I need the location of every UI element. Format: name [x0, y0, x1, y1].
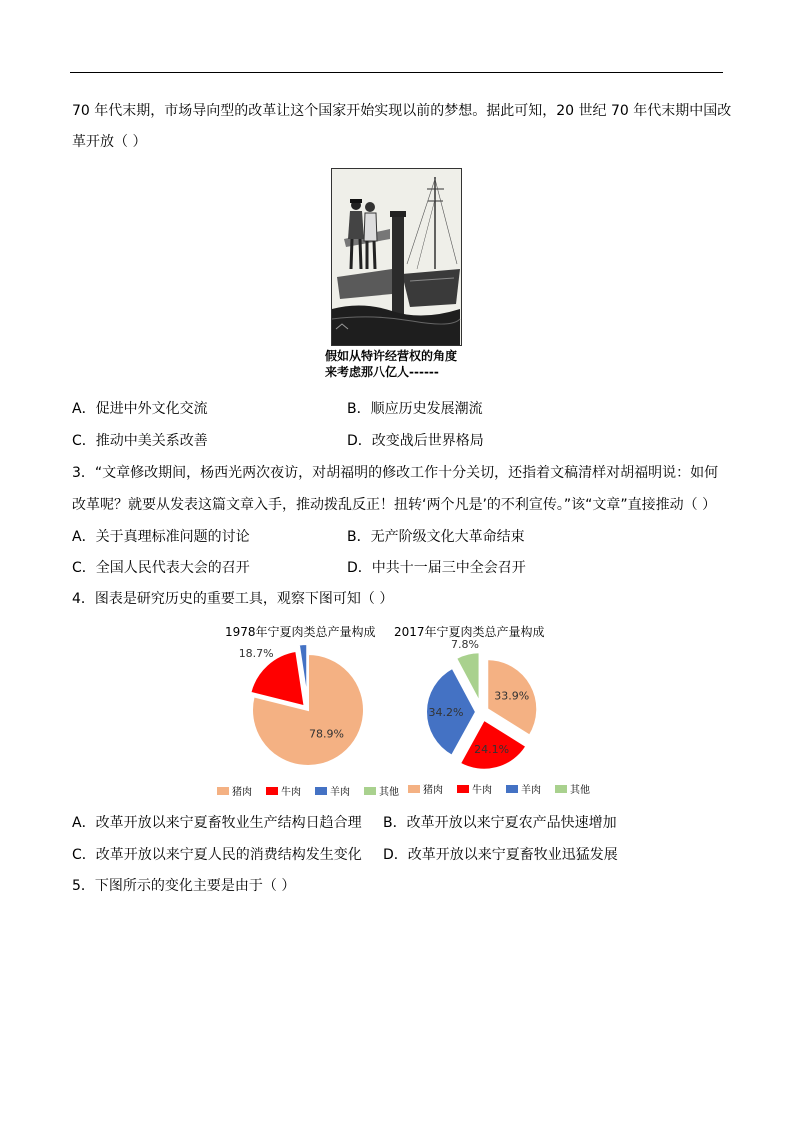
legend-label: 羊肉	[330, 787, 350, 798]
pie-label-beef: 24.1%	[474, 742, 510, 756]
q3-stem-line2: 改革呢？就要从发表这篇文章入手，推动拨乱反正！扭转‘两个凡是’的不利宣传。”该“文章”直接推动（ ）	[72, 497, 717, 513]
q3-stem-line1: 3．“文章修改期间，杨西光两次夜访，对胡福明的修改工作十分关切，还指着文稿清样对胡福明说：如何	[72, 465, 719, 481]
chart-2017-title: 2017年宁夏肉类总产量构成	[394, 625, 545, 639]
q3-option-c[interactable]: C．全国人民代表大会的召开	[72, 560, 250, 576]
legend-label: 羊肉	[521, 785, 541, 796]
q4-option-a[interactable]: A．改革开放以来宁夏畜牧业生产结构日趋合理	[72, 815, 362, 831]
legend-item-beef	[266, 783, 301, 798]
q4-option-c[interactable]: C．改革开放以来宁夏人民的消费结构发生变化	[72, 847, 362, 863]
q2-option-b[interactable]: B．顺应历史发展潮流	[347, 401, 483, 417]
q2-option-d[interactable]: D．改变战后世界格局	[347, 433, 484, 449]
q5-stem: 5．下图所示的变化主要是由于（ ）	[72, 878, 296, 894]
pie-label-pork: 78.9%	[308, 727, 344, 741]
cartoon-caption-line1: 假如从特许经营权的角度	[325, 349, 458, 363]
legend-swatch-pork	[408, 785, 420, 793]
legend-label: 其他	[379, 787, 399, 798]
legend-swatch-beef	[457, 785, 469, 793]
q3-option-a[interactable]: A．关于真理标准问题的讨论	[72, 529, 250, 545]
pie-label-pork: 33.9%	[494, 689, 530, 703]
legend-item-mutton	[506, 781, 541, 796]
legend-item-beef	[457, 781, 492, 796]
pie-chart-2017	[400, 640, 560, 780]
legend-item-mutton	[315, 783, 350, 798]
legend-2017	[408, 781, 600, 796]
pie-label-beef: 18.7%	[238, 647, 274, 661]
q2-option-c[interactable]: C．推动中美关系改善	[72, 433, 208, 449]
legend-label: 猪肉	[232, 787, 252, 798]
legend-label: 牛肉	[281, 787, 301, 798]
legend-item-pork	[408, 781, 443, 796]
legend-1978	[217, 783, 409, 798]
q4-option-b[interactable]: B．改革开放以来宁夏农产品快速增加	[383, 815, 617, 831]
cartoon-caption-line2: 来考虑那八亿人------	[325, 365, 439, 379]
q4-stem: 4．图表是研究历史的重要工具，观察下图可知（ ）	[72, 591, 394, 607]
q3-option-d[interactable]: D．中共十一届三中全会召开	[347, 560, 526, 576]
legend-item-other	[555, 781, 590, 796]
chart-1978-title: 1978年宁夏肉类总产量构成	[225, 625, 376, 639]
legend-label: 猪肉	[423, 785, 443, 796]
cartoon-image	[331, 168, 462, 346]
cartoon-drawing	[332, 169, 461, 345]
pie-chart-1978	[230, 640, 390, 780]
pie-label-mutton: 34.2%	[428, 705, 464, 719]
pie-label-other: 7.8%	[451, 640, 479, 652]
q2-option-a[interactable]: A．促进中外文化交流	[72, 401, 208, 417]
q2-stem-line2: 革开放（ ）	[72, 134, 147, 150]
legend-label: 牛肉	[472, 785, 492, 796]
q2-stem-line1: 70 年代末期，市场导向型的改革让这个国家开始实现以前的梦想。据此可知，20 世纪 70 年代末期中国改	[72, 103, 732, 119]
legend-swatch-other	[364, 787, 376, 795]
legend-label: 其他	[570, 785, 590, 796]
legend-swatch-pork	[217, 787, 229, 795]
legend-swatch-beef	[266, 787, 278, 795]
legend-swatch-mutton	[315, 787, 327, 795]
legend-item-other	[364, 783, 399, 798]
header-rule	[70, 72, 723, 73]
legend-item-pork	[217, 783, 252, 798]
legend-swatch-mutton	[506, 785, 518, 793]
q4-option-d[interactable]: D．改革开放以来宁夏畜牧业迅猛发展	[383, 847, 618, 863]
legend-swatch-other	[555, 785, 567, 793]
q3-option-b[interactable]: B．无产阶级文化大革命结束	[347, 529, 525, 545]
